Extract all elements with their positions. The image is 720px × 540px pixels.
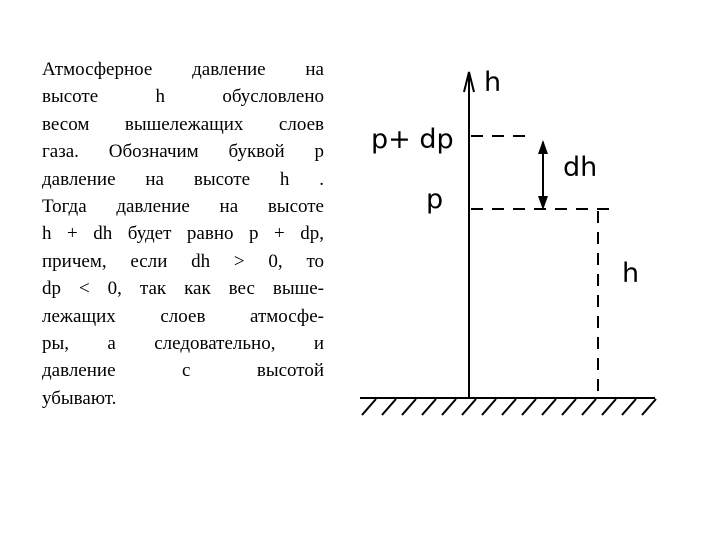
text-line: Атмосферное давление на [42, 59, 324, 80]
axis-label: h [484, 67, 502, 98]
text-line: давление с высотой [42, 360, 324, 382]
text-line: ры, а следовательно, и [42, 333, 324, 355]
height-label: h [622, 258, 640, 289]
text-line: весом вышележащих слоев [42, 113, 324, 135]
text-line: лежащих слоев атмосфе- [42, 305, 324, 327]
text-line: h + dh будет равно p + dp, [42, 223, 324, 245]
ground-hatching [362, 399, 656, 415]
text-line: высоте h обусловлено [42, 86, 324, 108]
text-line-last: убывают. [42, 387, 117, 409]
upper-level-label: p+ dp [371, 124, 454, 155]
text-line: dp < 0, так как вес выше- [42, 278, 324, 300]
text-line: причем, если dh > 0, то [42, 250, 324, 272]
dh-arrow-down-icon [538, 196, 548, 210]
lower-level-label: p [426, 184, 444, 215]
text-line: газа. Обозначим буквой p [42, 141, 324, 163]
text-line: Тогда давление на высоте [42, 196, 324, 218]
interval-label: dh [563, 152, 598, 183]
dh-arrow-up-icon [538, 140, 548, 154]
text-line: давление на высоте h . [42, 168, 324, 190]
